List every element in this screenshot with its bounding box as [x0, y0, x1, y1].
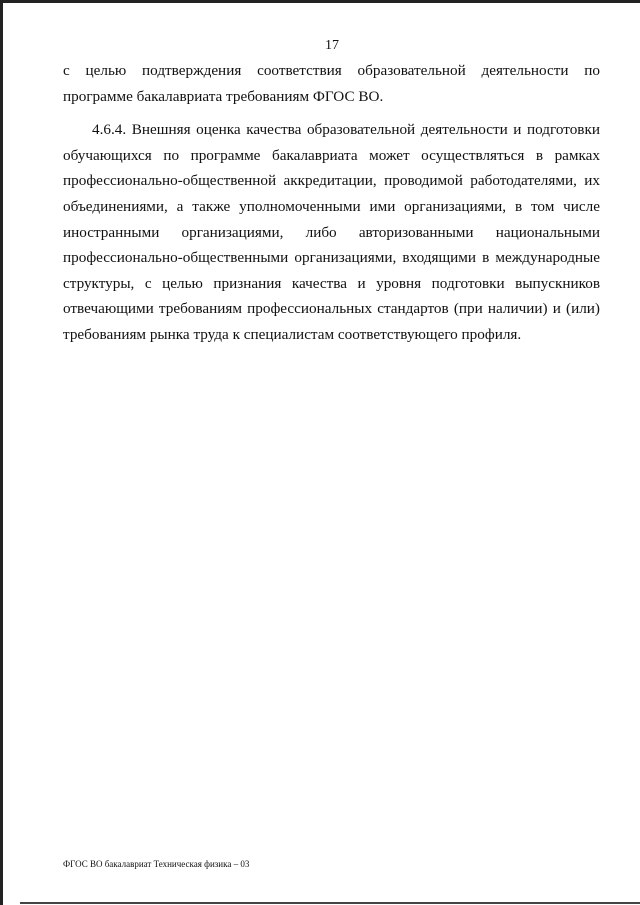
text-line: объединениями, а также уполномоченными ими организациями, в том числе — [63, 197, 600, 215]
text-line: 4.6.4. Внешняя оценка качества образовательной деятельности и подготовки — [92, 121, 600, 139]
footer: ФГОС ВО бакалавриат Техническая физика – 03 — [63, 859, 250, 869]
text-line: с целью подтверждения соответствия образовательной деятельности по — [63, 62, 600, 79]
text-line: обучающихся по программе бакалавриата может осуществляться в рамках — [63, 146, 600, 164]
text-line: отвечающими требованиям профессиональных стандартов (при наличии) и (или) — [63, 300, 600, 318]
paragraph-gap — [63, 109, 600, 117]
text-line: профессионально-общественными организациями, входящими в международные — [63, 249, 600, 267]
text-line: профессионально-общественной аккредитации, проводимой работодателями, их — [63, 172, 600, 190]
scan-edge-top — [0, 0, 640, 3]
body-text — [63, 58, 600, 348]
scan-edge-bottom — [20, 902, 640, 904]
text-line: требованиям рынка труда к специалистам соответствующего профиля. — [63, 325, 522, 343]
text-line: программе бакалавриата требованиям ФГОС ВО. — [63, 87, 384, 105]
text-line: иностранными организациями, либо авторизованными национальными — [63, 223, 600, 241]
text-line: структуры, с целью признания качества и уровня подготовки выпускников — [63, 274, 600, 292]
scan-edge-left — [0, 0, 3, 905]
page-number: 17 — [325, 38, 339, 53]
